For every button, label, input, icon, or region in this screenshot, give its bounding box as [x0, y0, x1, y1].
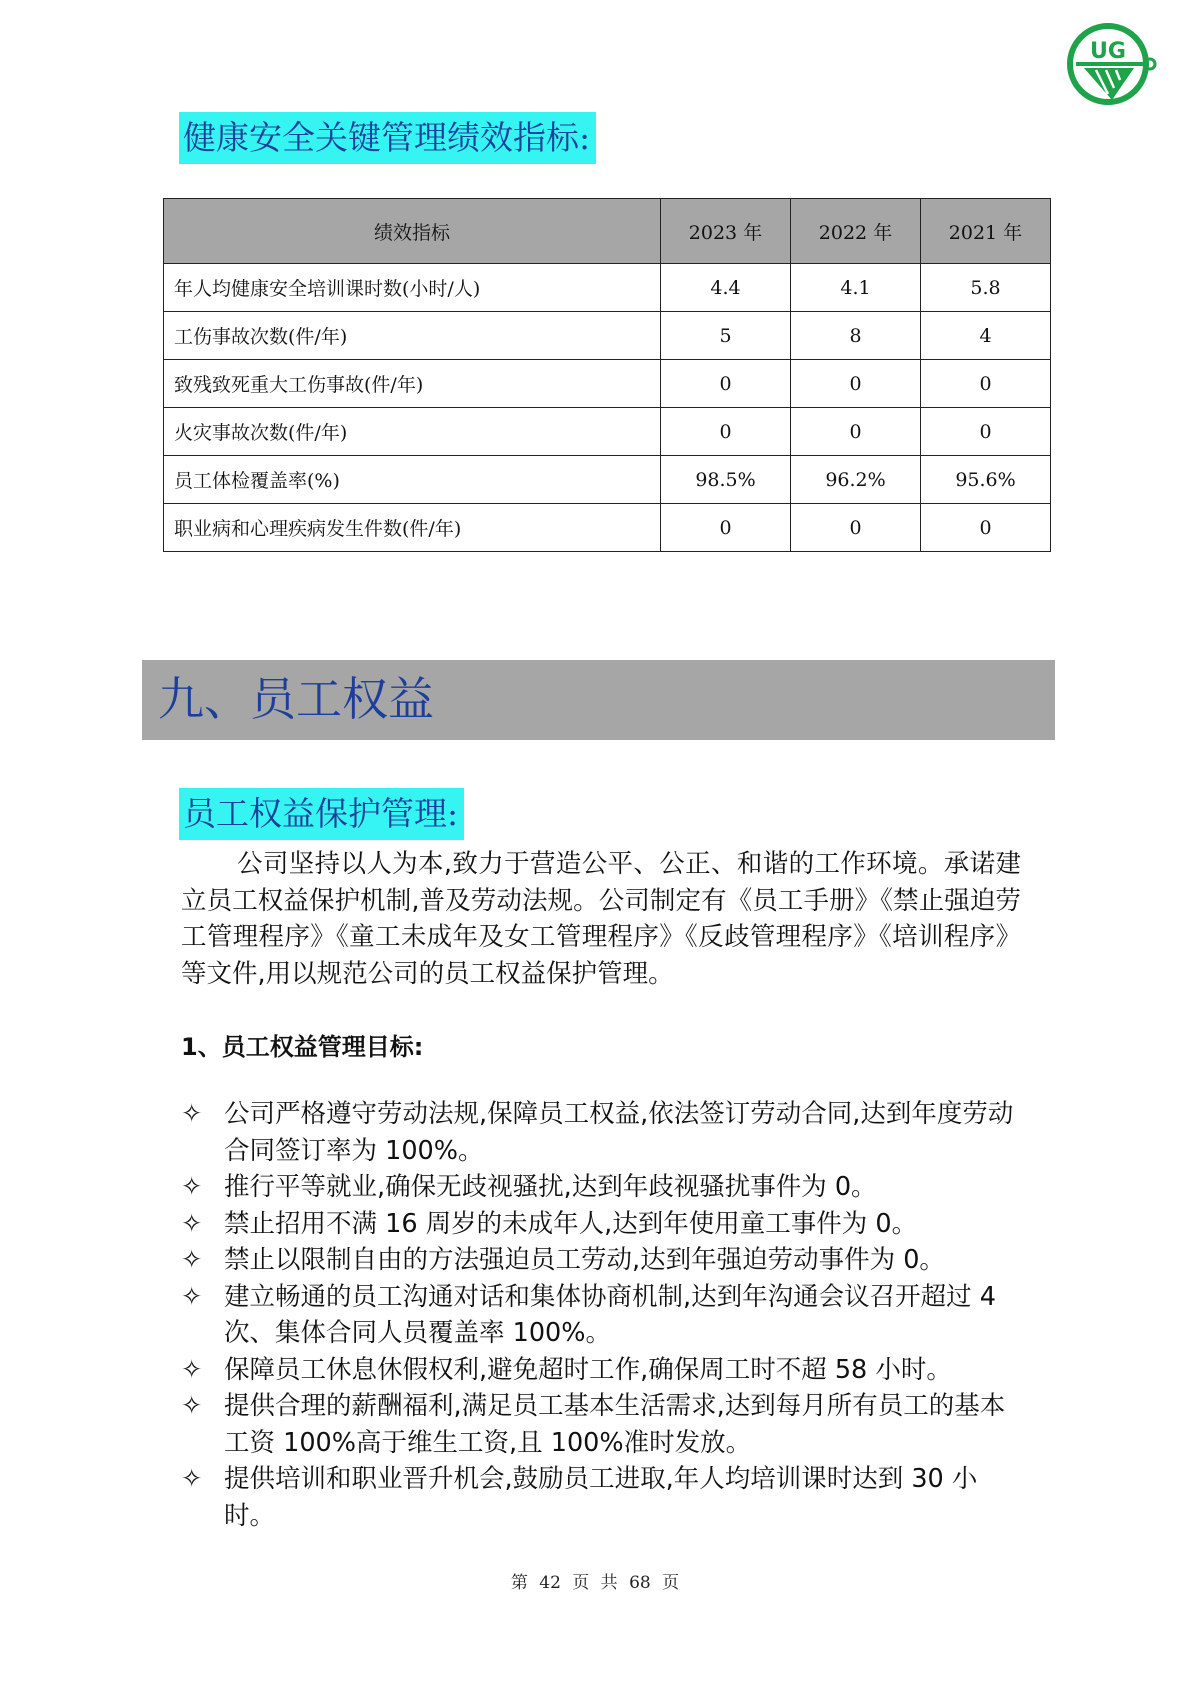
list-item: [181, 1206, 1021, 1243]
table-header-row: [164, 199, 1051, 264]
goals-title: 1、员工权益管理目标:: [181, 1033, 424, 1061]
table-row: [164, 360, 1051, 408]
cell-2021: 0: [921, 504, 1051, 552]
goal-text: 禁止以限制自由的方法强迫员工劳动,达到年强迫劳动事件为 0。: [224, 1245, 945, 1275]
table-row: [164, 456, 1051, 504]
goal-text: 提供合理的薪酬福利,满足员工基本生活需求,达到每月所有员工的基本工资 100%高于维生工资,且 100%准时发放。: [224, 1391, 1006, 1458]
cell-2021: 4: [921, 312, 1051, 360]
bullet-icon: ✧: [181, 1245, 203, 1275]
cell-2022: 8: [791, 312, 921, 360]
column-header: 2023 年: [661, 199, 791, 264]
bullet-icon: ✧: [181, 1354, 203, 1385]
goal-text: 保障员工休息休假权利,避免超时工作,确保周工时不超 58 小时。: [224, 1354, 952, 1385]
column-header: 2022 年: [791, 199, 921, 264]
cell-2023: 0: [661, 504, 791, 552]
goal-text: 推行平等就业,确保无歧视骚扰,达到年歧视骚扰事件为 0。: [224, 1172, 877, 1202]
bullet-icon: ✧: [181, 1391, 203, 1421]
cell-2021: 0: [921, 408, 1051, 456]
cell-2021: 95.6%: [921, 456, 1051, 504]
table-row: [164, 264, 1051, 312]
page-number: 第 42 页 共 68 页: [510, 1573, 680, 1593]
goal-text: 建立畅通的员工沟通对话和集体协商机制,达到年沟通会议召开超过 4 次、集体合同人员覆盖率 100%。: [224, 1281, 996, 1348]
cell-2021: 5.8: [921, 264, 1051, 312]
list-item: [181, 1096, 1021, 1169]
row-label: 火灾事故次数(件/年): [164, 408, 661, 456]
company-logo-icon: [1062, 18, 1162, 118]
cell-2023: 0: [661, 360, 791, 408]
rights-heading: 员工权益保护管理:: [179, 788, 464, 840]
column-header: 2021 年: [921, 199, 1051, 264]
cell-2022: 0: [791, 504, 921, 552]
list-item: [181, 1279, 1021, 1352]
cell-2023: 4.4: [661, 264, 791, 312]
kpi-table: [163, 198, 1051, 552]
row-label: 年人均健康安全培训课时数(小时/人): [164, 264, 661, 312]
cell-2023: 0: [661, 408, 791, 456]
bullet-icon: ✧: [181, 1281, 203, 1312]
row-label: 致残致死重大工伤事故(件/年): [164, 360, 661, 408]
bullet-icon: ✧: [181, 1464, 203, 1494]
cell-2022: 0: [791, 408, 921, 456]
table-row: [164, 408, 1051, 456]
bullet-icon: ✧: [181, 1208, 203, 1239]
cell-2021: 0: [921, 360, 1051, 408]
goal-text: 公司严格遵守劳动法规,保障员工权益,依法签订劳动合同,达到年度劳动合同签订率为 100%。: [224, 1099, 1014, 1166]
goal-text: 禁止招用不满 16 周岁的未成年人,达到年使用童工事件为 0。: [224, 1208, 918, 1239]
column-header: 绩效指标: [164, 199, 661, 264]
cell-2022: 96.2%: [791, 456, 921, 504]
cell-2022: 4.1: [791, 264, 921, 312]
logo-text: UG: [1090, 39, 1126, 64]
list-item: [181, 1169, 1021, 1206]
bullet-icon: ✧: [181, 1172, 203, 1202]
list-item: [181, 1352, 1021, 1389]
goals-list: [181, 1096, 1021, 1534]
goal-text: 提供培训和职业晋升机会,鼓励员工进取,年人均培训课时达到 30 小时。: [224, 1464, 978, 1531]
list-item: [181, 1242, 1021, 1279]
row-label: 职业病和心理疾病发生件数(件/年): [164, 504, 661, 552]
kpi-heading: 健康安全关键管理绩效指标:: [179, 112, 596, 164]
cell-2023: 5: [661, 312, 791, 360]
table-row: [164, 504, 1051, 552]
section-banner: [142, 660, 1055, 740]
cell-2022: 0: [791, 360, 921, 408]
cell-2023: 98.5%: [661, 456, 791, 504]
list-item: [181, 1388, 1021, 1461]
intro-paragraph: 公司坚持以人为本,致力于营造公平、公正、和谐的工作环境。承诺建立员工权益保护机制,普及劳动法规。公司制定有《员工手册》《禁止强迫劳工管理程序》《童工未成年及女工管理程序》《反歧管理程序》《培训程序》等文件,用以规范公司的员工权益保护管理。: [181, 849, 1021, 989]
section-title: 九、员工权益: [158, 672, 434, 726]
bullet-icon: ✧: [181, 1099, 203, 1129]
list-item: [181, 1461, 1021, 1534]
row-label: 工伤事故次数(件/年): [164, 312, 661, 360]
row-label: 员工体检覆盖率(%): [164, 456, 661, 504]
table-row: [164, 312, 1051, 360]
